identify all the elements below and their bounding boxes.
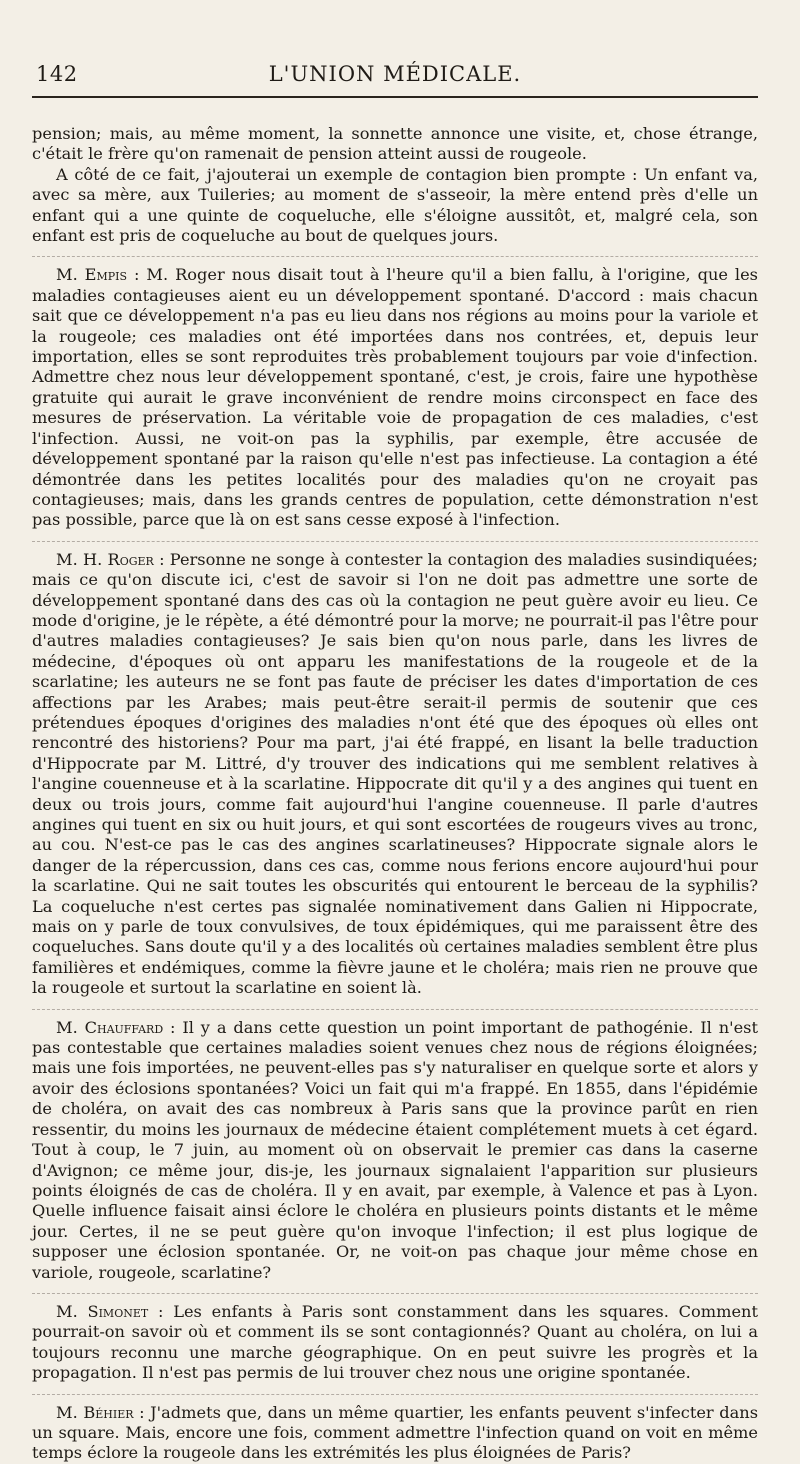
page-number: 142 [36, 62, 78, 86]
speaker-name: M. Simonet : [56, 1301, 164, 1321]
speaker-name: M. H. Roger : [56, 549, 165, 569]
paragraph-empis [32, 256, 758, 530]
paragraph-chauffard [32, 1009, 758, 1283]
paragraph-behier [32, 1394, 758, 1464]
speaker-name: M. Empis : [56, 265, 140, 285]
speaker-name: M. Chauffard : [56, 1017, 176, 1037]
paragraph-continuation [32, 124, 758, 165]
paragraph-simonet [32, 1293, 758, 1384]
paragraph-text: pension; mais, au même moment, la sonnette annonce une visite, et, chose étrange, c'était le frère qu'on ramenait de pension atteint aussi de rougeole. [32, 124, 758, 164]
paragraph-text: J'admets que, dans un même quartier, les enfants peuvent s'infecter dans un square. Mais, encore une fois, comment admettre l'infection quand on voit en même temps éclore la rougeole dans les extrémités les plus éloignées de Paris? [32, 1402, 759, 1463]
page-header [32, 62, 758, 98]
paragraph-text: A côté de ce fait, j'ajouterai un exemple de contagion bien prompte : Un enfant va, avec sa mère, aux Tuileries; au moment de s'asseoir, la mère entend près d'elle un enfant qui a une quinte de coqueluche, elle s'éloigne aussitôt, et, malgré cela, son enfant est pris de coqueluche au bout de quelques jours. [32, 164, 758, 246]
paragraph-text: Les enfants à Paris sont constamment dans les squares. Comment pourrait-on savoir où et comment ils se sont contagionnés? Quant au choléra, on lui a toujours reconnu une marche géographique. On en peut suivre les progrès et la propagation. Il n'est pas permis de lui trouver chez nous une origine spontanée. [32, 1301, 758, 1383]
speaker-name: M. Béhier : [56, 1402, 145, 1422]
running-title: L'UNION MÉDICALE. [268, 62, 522, 86]
paragraph-roger [32, 541, 758, 999]
paragraph-text: M. Roger nous disait tout à l'heure qu'il a bien fallu, à l'origine, que les maladies contagieuses aient eu un développement spontané. D'accord : mais chacun sait que ce développement n'a pas eu lieu dans nos régions au moins pour la variole et la rougeole; ces maladies ont été importées dans nos contrées, et, depuis leur importation, elles se sont reproduites très probablement toujours par voie d'infection. Admettre chez nous leur développement spontané, c'est, je crois, faire une hypothèse gratuite qui aurait le grave inconvénient de rendre moins circonspect en face des mesures de préservation. La véritable voie de propagation de ces maladies, c'est l'infection. Aussi, ne voit-on pas la syphilis, par exemple, être accusée de développement spontané par la raison qu'elle n'est pas infectieuse. La contagion a été démontrée dans les petites localités pour des maladies qu'on ne croyait pas contagieuses; mais, dans les grands centres de population, cette démonstration n'est pas possible, parce que là on est sans cesse exposé à l'infection. [32, 265, 758, 530]
body-text [32, 124, 758, 1464]
paragraph-contagion-example [32, 165, 758, 247]
paragraph-text: Personne ne songe à contester la contagion des maladies susindiquées; mais ce qu'on discute ici, c'est de savoir si l'on ne doit pas admettre une sorte de développement spontané dans des cas où la contagion ne peut guère avoir eu lieu. Ce mode d'origine, je le répète, a été démontré pour la morve; ne pourrait-il pas l'être pour d'autres maladies contagieuses? Je sais bien qu'on nous parle, dans les livres de médecine, d'époques où ont apparu les manifestations de la rougeole et de la scarlatine; les auteurs ne se font pas faute de préciser les dates d'importation de ces affections par les Arabes; mais peut-être serait-il permis de soutenir que ces prétendues époques d'origines des maladies n'ont été que des époques où elles ont rencontré des historiens? Pour ma part, j'ai été frappé, en lisant la belle traduction d'Hippocrate par M. Littré, d'y trouver des indications qui me semblent relatives à l'angine couenneuse et à la scarlatine. Hippocrate dit qu'il y a des angines qui tuent en deux ou trois jours, comme fait aujourd'hui l'angine couenneuse. Il parle d'autres angines qui tuent en six ou huit jours, et qui sont escortées de rougeurs vives au tronc, au cou. N'est-ce pas le cas des angines scarlatineuses? Hippocrate signale alors le danger de la répercussion, dans ces cas, comme nous ferions encore aujourd'hui pour la scarlatine. Qui ne sait toutes les obscurités qui entourent le berceau de la syphilis? La coqueluche n'est certes pas signalée nominativement dans Galien ni Hippocrate, mais on y parle de toux convulsives, de toux épidémiques, qui me paraissent être des coqueluches. Sans doute qu'il y a des localités où certaines maladies semblent être plus familières et endémiques, comme la fièvre jaune et le choléra; mais rien ne prouve que la rougeole et surtout la scarlatine en soient là. [32, 549, 758, 998]
paragraph-text: Il y a dans cette question un point important de pathogénie. Il n'est pas contestable que certaines maladies soient venues chez nous de régions éloignées; mais une fois importées, ne peuvent-elles pas s'y naturaliser en quelque sorte et alors y avoir des éclosions spontanées? Voici un fait qui m'a frappé. En 1855, dans l'épidémie de choléra, on avait des cas nombreux à Paris sans que la province parût en rien ressentir, du moins les journaux de médecine étaient complétement muets à cet égard. Tout à coup, le 7 juin, au moment où on observait le premier cas dans la caserne d'Avignon; ce même jour, dis-je, les journaux signalaient l'apparition sur plusieurs points éloignés de cas de choléra. Il y en avait, par exemple, à Valence et pas à Lyon. Quelle influence faisait ainsi éclore le choléra en plusieurs points distants et le même jour. Certes, il ne se peut guère qu'on invoque l'infection; il est plus logique de supposer une éclosion spontanée. Or, ne voit-on pas chaque jour même chose en variole, rougeole, scarlatine? [32, 1017, 758, 1282]
